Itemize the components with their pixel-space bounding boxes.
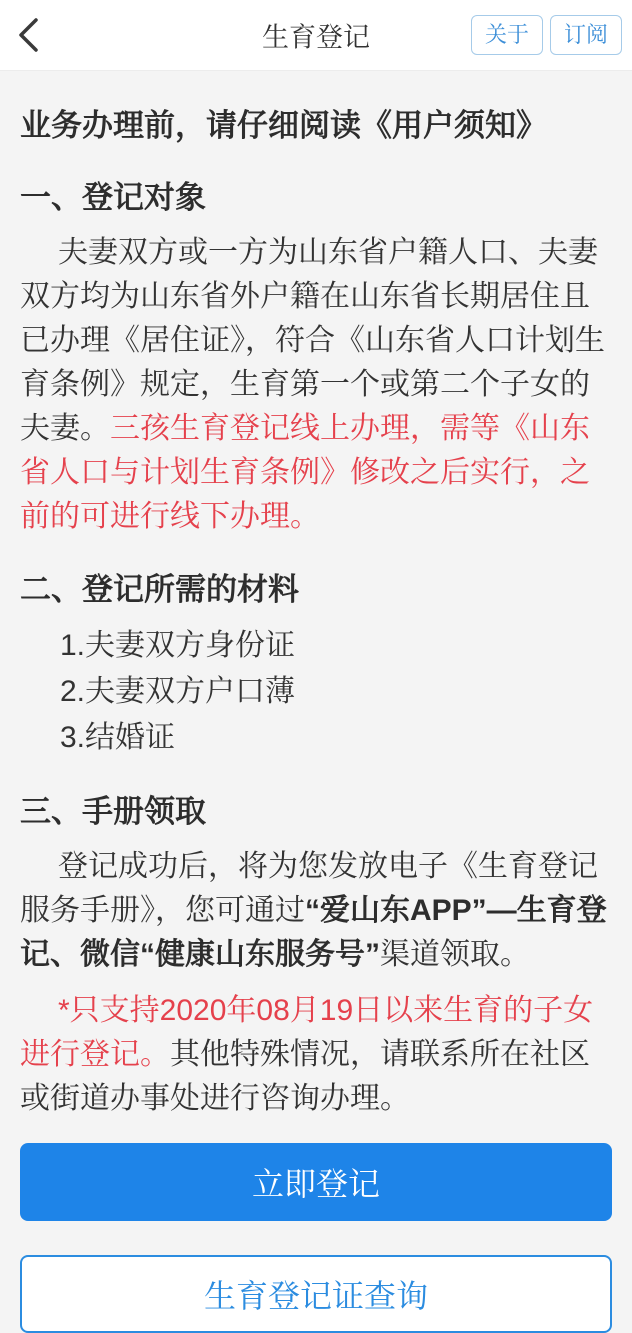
section-heading-materials: 二、登记所需的材料 [20, 572, 299, 607]
materials-list [20, 623, 612, 761]
back-button[interactable] [0, 0, 56, 71]
restriction-paragraph: *只支持2020年08月19日以来生育的子女进行登记。其他特殊情况，请联系所在社区或街道办事处进行咨询办理。 [20, 994, 594, 1115]
list-item: 1.夫妻双方身份证 [60, 629, 296, 662]
nav-header [0, 0, 632, 71]
register-now-button[interactable]: 立即登记 [20, 1143, 612, 1221]
notice-content [0, 105, 632, 1333]
section-heading-manual: 三、手册领取 [20, 794, 206, 829]
page-title: 生育登记 [262, 22, 370, 53]
registration-query-button[interactable]: 生育登记证查询 [20, 1255, 612, 1333]
list-item: 2.夫妻双方户口薄 [60, 675, 296, 708]
chevron-left-icon [15, 16, 41, 54]
section-heading-registrants: 一、登记对象 [20, 180, 206, 215]
header-actions [471, 15, 632, 55]
manual-paragraph: 登记成功后，将为您发放电子《生育登记服务手册》，您可通过“爱山东APP”—生育登记、微信“健康山东服务号”渠道领取。 [20, 850, 607, 971]
about-button[interactable]: 关于 [471, 15, 543, 55]
list-item: 3.结婚证 [60, 721, 176, 754]
registrants-paragraph: 夫妻双方或一方为山东省户籍人口、夫妻双方均为山东省外户籍在山东省长期居住且已办理《居住证》，符合《山东省人口计划生育条例》规定，生育第一个或第二个子女的夫妻。三孩生育登记线上办理，需等《山东省人口与计划生育条例》修改之后实行，之前的可进行线下办理。 [20, 236, 605, 533]
subscribe-button[interactable]: 订阅 [550, 15, 622, 55]
intro-heading: 业务办理前，请仔细阅读《用户须知》 [20, 108, 547, 143]
